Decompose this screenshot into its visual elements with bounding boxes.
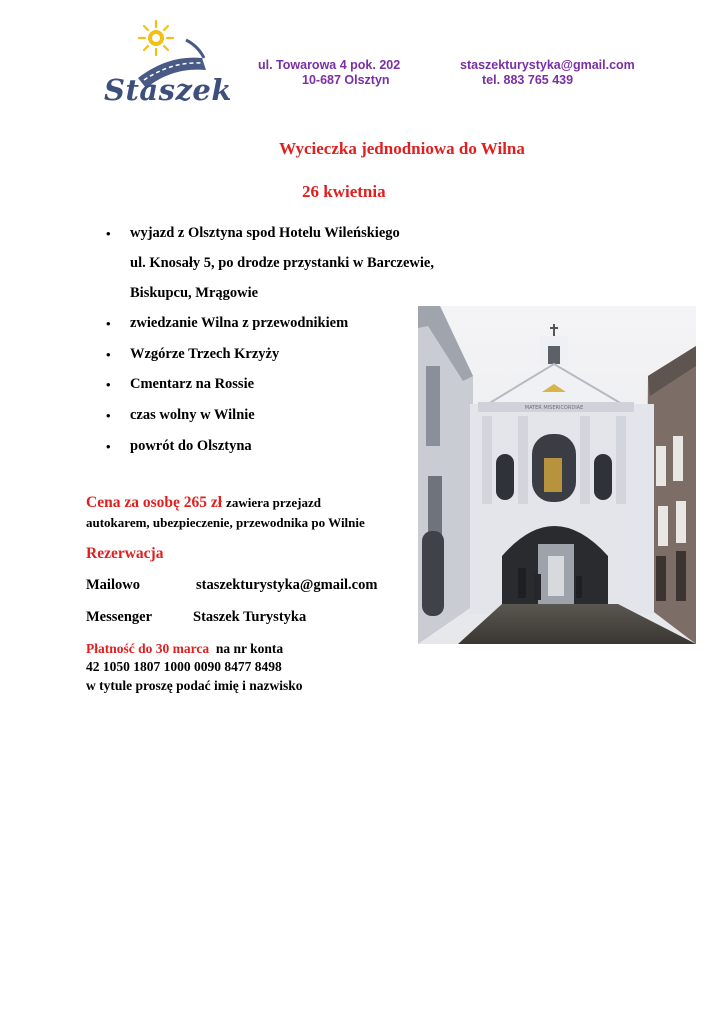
bank-account-number: 42 1050 1807 1000 0090 8477 8498 <box>86 659 282 674</box>
program-item: powrót do Olsztyna <box>130 438 252 454</box>
payment-account-intro: na nr konta <box>215 641 284 656</box>
price-label: Cena za osobę 265 zł <box>86 494 223 511</box>
reservation-email-link[interactable]: staszekturystyka@gmail.com <box>196 577 378 593</box>
program-item: Cmentarz na Rossie <box>130 376 255 392</box>
header-email-link[interactable]: staszekturystyka@gmail.com <box>460 58 635 72</box>
bullet-icon: • <box>106 347 111 362</box>
trip-title: Wycieczka jednodniowa do Wilna <box>279 139 525 158</box>
mail-label: Mailowo <box>86 577 140 593</box>
price-line <box>86 494 321 512</box>
trip-date: 26 kwietnia <box>302 182 386 201</box>
messenger-contact-link[interactable]: Staszek Turystyka <box>193 609 307 625</box>
messenger-label: Messenger <box>86 609 153 625</box>
payment-title-note: w tytule proszę podać imię i nazwisko <box>86 678 303 693</box>
bullet-icon: • <box>106 226 111 241</box>
program-item-continued: ul. Knosały 5, po drodze przystanki w Barczewie, <box>130 255 434 271</box>
address-line-2: 10-687 Olsztyn <box>302 73 390 87</box>
program-item: zwiedzanie Wilna z przewodnikiem <box>130 315 349 331</box>
price-includes-continued: autokarem, ubezpieczenie, przewodnika po Wilnie <box>86 515 365 530</box>
bullet-icon: • <box>106 439 111 454</box>
gate-of-dawn-photo <box>418 306 696 644</box>
bullet-icon: • <box>106 408 111 423</box>
bullet-icon: • <box>106 377 111 392</box>
program-item: Wzgórze Trzech Krzyży <box>130 346 280 362</box>
bullet-icon: • <box>106 316 111 331</box>
payment-deadline: Płatność do 30 marca <box>86 641 210 656</box>
price-includes: zawiera przejazd <box>226 495 321 510</box>
logo-wordmark: Staszek <box>104 73 232 107</box>
reservation-heading: Rezerwacja <box>86 545 164 562</box>
address-line-1: ul. Towarowa 4 pok. 202 <box>258 58 401 72</box>
header-phone: tel. 883 765 439 <box>482 73 574 87</box>
program-item: wyjazd z Olsztyna spod Hotelu Wileńskiego <box>130 225 400 241</box>
gate-inscription: MATER MISERICORDIAE <box>524 405 584 411</box>
payment-line <box>86 641 283 657</box>
program-item-continued: Biskupcu, Mrągowie <box>130 285 259 301</box>
company-logo <box>98 18 232 113</box>
program-item: czas wolny w Wilnie <box>130 407 255 423</box>
